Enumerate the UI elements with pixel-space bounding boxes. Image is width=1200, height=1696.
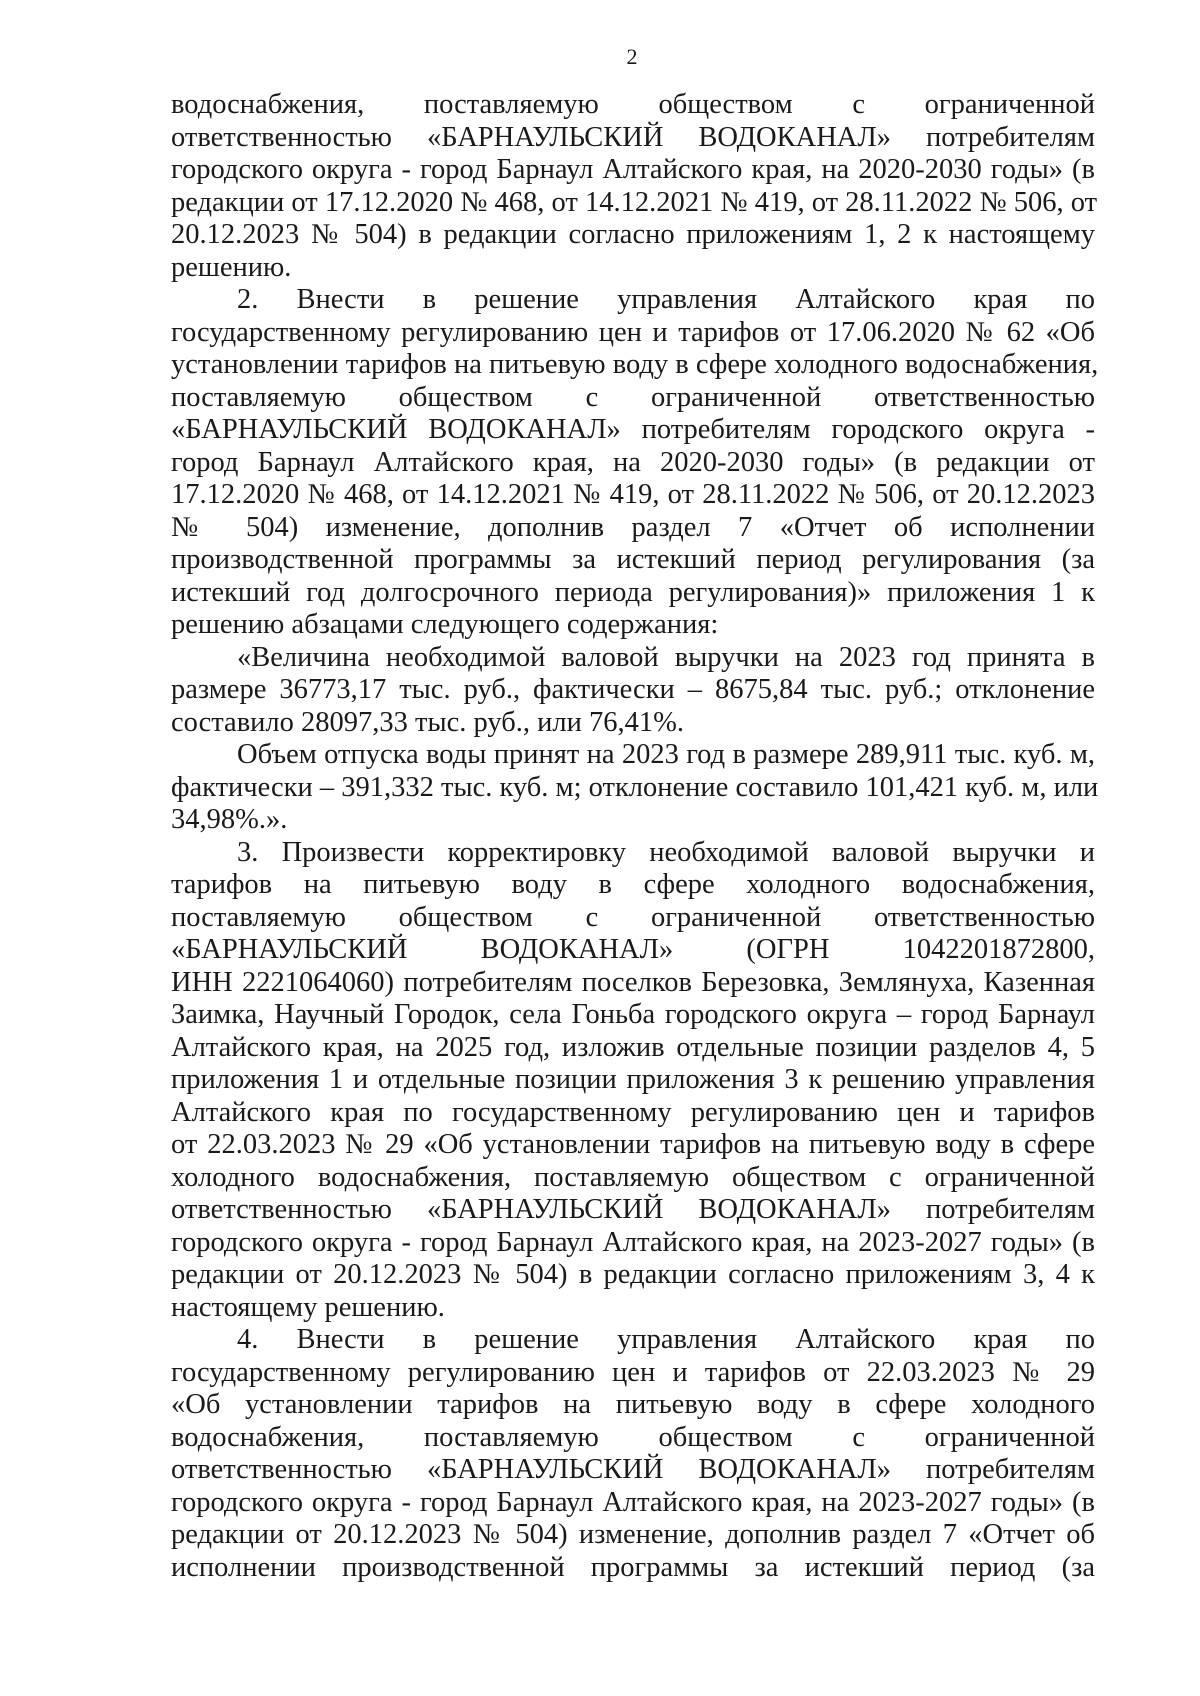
text-line: редакции от 17.12.2020 № 468, от 14.12.2021 № 419, от 28.11.2022 № 506, от <box>171 186 1098 218</box>
text-line: городского округа - город Барнаул Алтайского края, на 2023-2027 годы» (в <box>171 1226 1095 1258</box>
text-line: Заимка, Научный Городок, села Гоньба городского округа – город Барнаул <box>171 999 1095 1030</box>
text-line: настоящему решению. <box>171 1291 445 1323</box>
text-line: государственному регулированию цен и тарифов от 17.06.2020 № 62 «Об <box>171 316 1095 348</box>
text-line: город Барнаул Алтайского края, на 2020-2030 годы» (в редакции от <box>171 446 1095 478</box>
text-line: Алтайского края по государственному регулированию цен и тарифов <box>171 1096 1095 1128</box>
text-line: решению. <box>171 251 292 283</box>
text-line: поставляемую обществом с ограниченной ответственностью <box>171 381 1095 413</box>
text-line: установлении тарифов на питьевую воду в сфере холодного водоснабжения, <box>171 349 1099 380</box>
text-line: ответственностью «БАРНАУЛЬСКИЙ ВОДОКАНАЛ» потребителям <box>171 121 1095 153</box>
text-line: 17.12.2020 № 468, от 14.12.2021 № 419, от 28.11.2022 № 506, от 20.12.2023 <box>171 479 1095 510</box>
text-line: Объем отпуска воды принят на 2023 год в размере 289,911 тыс. куб. м, <box>237 739 1095 770</box>
text-line: Алтайского края, на 2025 год, изложив отдельные позиции разделов 4, 5 <box>171 1031 1095 1063</box>
text-line: тарифов на питьевую воду в сфере холодного водоснабжения, <box>171 869 1095 900</box>
text-line: «Величина необходимой валовой выручки на 2023 год принята в <box>237 641 1095 673</box>
text-line: ответственностью «БАРНАУЛЬСКИЙ ВОДОКАНАЛ» потребителям <box>171 1194 1095 1225</box>
text-line: 4. Внести в решение управления Алтайского края по <box>237 1324 1095 1355</box>
text-line: редакции от 20.12.2023 № 504) в редакции согласно приложениям 3, 4 к <box>171 1259 1095 1290</box>
text-line: составило 28097,33 тыс. руб., или 76,41%. <box>171 706 684 738</box>
text-line: размере 36773,17 тыс. руб., фактически – 8675,84 тыс. руб.; отклонение <box>171 674 1095 705</box>
text-line: редакции от 20.12.2023 № 504) изменение, дополнив раздел 7 «Отчет об <box>171 1519 1095 1550</box>
text-line: городского округа - город Барнаул Алтайского края, на 2023-2027 годы» (в <box>171 1486 1095 1518</box>
text-line: приложения 1 и отдельные позиции приложения 3 к решению управления <box>171 1064 1095 1095</box>
text-line: исполнении производственной программы за истекший период (за <box>171 1551 1095 1583</box>
text-line: производственной программы за истекший период регулирования (за <box>171 544 1095 575</box>
text-line: городского округа - город Барнаул Алтайского края, на 2020-2030 годы» (в <box>171 154 1095 185</box>
text-line: государственному регулированию цен и тарифов от 22.03.2023 № 29 <box>171 1356 1095 1388</box>
text-line: холодного водоснабжения, поставляемую обществом с ограниченной <box>171 1161 1095 1193</box>
text-line: решению абзацами следующего содержания: <box>171 609 719 640</box>
text-line: поставляемую обществом с ограниченной ответственностью <box>171 901 1095 933</box>
document-body <box>171 89 1099 1584</box>
text-line: ИНН 2221064060) потребителям поселков Березовка, Землянуха, Казенная <box>171 966 1095 998</box>
text-line: № 504) изменение, дополнив раздел 7 «Отчет об исполнении <box>171 511 1095 543</box>
text-line: фактически – 391,332 тыс. куб. м; отклонение составило 101,421 куб. м, или <box>171 771 1099 803</box>
text-line: ответственностью «БАРНАУЛЬСКИЙ ВОДОКАНАЛ» потребителям <box>171 1454 1095 1485</box>
page-number: 2 <box>626 44 638 69</box>
text-line: водоснабжения, поставляемую обществом с ограниченной <box>171 89 1095 120</box>
text-line: «БАРНАУЛЬСКИЙ ВОДОКАНАЛ» потребителям городского округа - <box>171 414 1095 445</box>
text-line: 3. Произвести корректировку необходимой валовой выручки и <box>237 836 1095 868</box>
text-line: 2. Внести в решение управления Алтайского края по <box>237 284 1095 315</box>
text-line: водоснабжения, поставляемую обществом с ограниченной <box>171 1421 1095 1453</box>
text-line: истекший год долгосрочного периода регулирования)» приложения 1 к <box>171 576 1095 608</box>
text-line: 20.12.2023 № 504) в редакции согласно приложениям 1, 2 к настоящему <box>171 219 1095 250</box>
text-line: «Об установлении тарифов на питьевую воду в сфере холодного <box>171 1389 1095 1420</box>
text-line: 34,98%.». <box>171 804 288 835</box>
text-line: от 22.03.2023 № 29 «Об установлении тарифов на питьевую воду в сфере <box>171 1129 1095 1160</box>
text-line: «БАРНАУЛЬСКИЙ ВОДОКАНАЛ» (ОГРН 1042201872800, <box>171 934 1095 965</box>
